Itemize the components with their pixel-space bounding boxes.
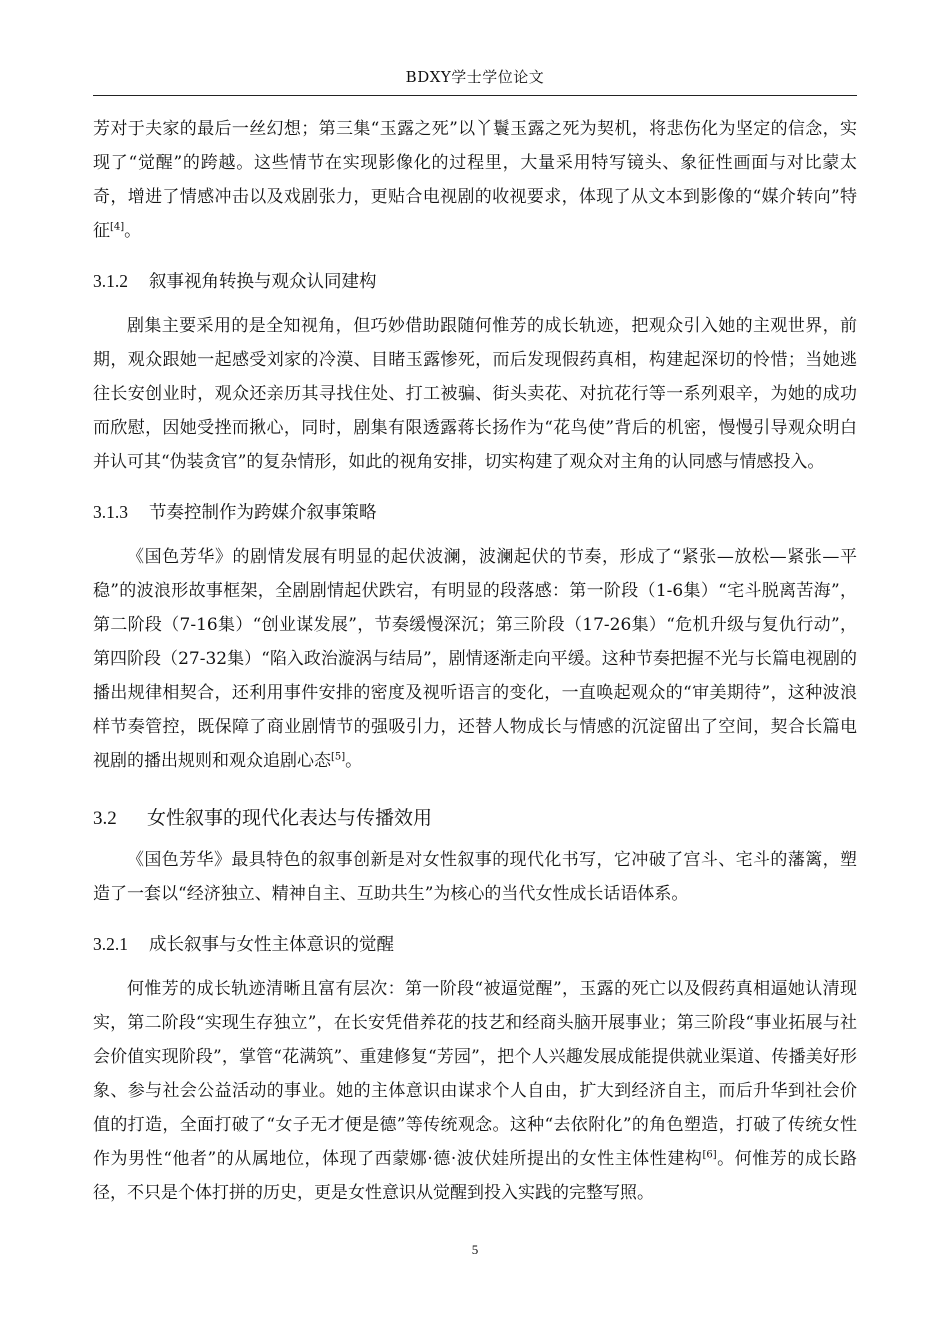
section-number: 3.1.2 bbox=[93, 271, 128, 291]
section-heading-3-1-2 bbox=[93, 264, 857, 299]
paragraph-text: 《国色芳华》的剧情发展有明显的起伏波澜，波澜起伏的节奏，形成了“紧张—放松—紧张—平稳”的波浪形故事框架，全剧剧情起伏跌宕，有明显的段落感：第一阶段（1-6集）“宅斗脱离苦海”，第二阶段（7-16集）“创业谋发展”，节奏缓慢深沉；第三阶段（17-26集）“危机升级与复仇行动”，第四阶段（27-32集）“陷入政治漩涡与结局”，剧情逐渐走向平缓。这种节奏把握不光与长篇电视剧的播出规律相契合，还利用事件安排的密度及视听语言的变化，一直唤起观众的“审美期待”，这种波浪样节奏管控，既保障了商业剧情节的强吸引力，还替人物成长与情感的沉淀留出了空间，契合长篇电视剧的播出规则和观众追剧心态 bbox=[93, 547, 857, 771]
section-number: 3.1.3 bbox=[93, 502, 128, 522]
section-title: 女性叙事的现代化表达与传播效用 bbox=[147, 807, 433, 829]
paragraph bbox=[93, 972, 857, 1210]
section-heading-3-1-3 bbox=[93, 495, 857, 530]
section-number: 3.2 bbox=[93, 808, 117, 829]
page-body bbox=[93, 112, 857, 1210]
section-title: 叙事视角转换与观众认同建构 bbox=[149, 272, 377, 292]
paragraph bbox=[93, 540, 857, 778]
section-heading-3-2 bbox=[93, 800, 857, 837]
citation-ref: [6] bbox=[702, 1149, 717, 1161]
section-title: 成长叙事与女性主体意识的觉醒 bbox=[149, 935, 394, 955]
citation-ref: [5] bbox=[331, 751, 346, 763]
paragraph-tail: 。 bbox=[124, 221, 142, 241]
paragraph bbox=[93, 843, 857, 911]
citation-ref: [4] bbox=[110, 221, 125, 233]
paragraph bbox=[93, 309, 857, 479]
paragraph-text: 剧集主要采用的是全知视角，但巧妙借助跟随何惟芳的成长轨迹，把观众引入她的主观世界，前期，观众跟她一起感受刘家的冷漠、目睹玉露惨死，而后发现假药真相，构建起深切的怜惜；当她逃往长安创业时，观众还亲历其寻找住处、打工被骗、街头卖花、对抗花行等一系列艰辛，为她的成功而欣慰，因她受挫而揪心，同时，剧集有限透露蒋长扬作为“花鸟使”背后的机密，慢慢引导观众明白并认可其“伪装贪官”的复杂情形，如此的视角安排，切实构建了观众对主角的认同感与情感投入。 bbox=[93, 316, 857, 472]
paragraph-text: 何惟芳的成长轨迹清晰且富有层次：第一阶段“被逼觉醒”，玉露的死亡以及假药真相逼她认清现实，第二阶段“实现生存独立”，在长安凭借养花的技艺和经商头脑开展事业；第三阶段“事业拓展与社会价值实现阶段”，掌管“花满筑”、重建修复“芳园”，把个人兴趣发展成能提供就业渠道、传播美好形象、参与社会公益活动的事业。她的主体意识由谋求个人自由，扩大到经济自主，而后升华到社会价值的打造，全面打破了“女子无才便是德”等传统观念。这种“去依附化”的角色塑造，打破了传统女性作为男性“他者”的从属地位，体现了西蒙娜·德·波伏娃所提出的女性主体性建构 bbox=[93, 979, 857, 1169]
header-divider bbox=[93, 95, 857, 96]
section-title: 节奏控制作为跨媒介叙事策略 bbox=[149, 503, 377, 523]
page-number: 5 bbox=[471, 1242, 479, 1257]
paragraph-text: 《国色芳华》最具特色的叙事创新是对女性叙事的现代化书写，它冲破了宫斗、宅斗的藩篱，塑造了一套以“经济独立、精神自主、互助共生”为核心的当代女性成长话语体系。 bbox=[93, 850, 857, 904]
paragraph-tail: 。何惟芳的成长路径，不只是个体打拼的历史，更是女性意识从觉醒到投入实践的完整写照。 bbox=[93, 1149, 857, 1203]
section-heading-3-2-1 bbox=[93, 927, 857, 962]
paragraph-text: 芳对于夫家的最后一丝幻想；第三集“玉露之死”以丫鬟玉露之死为契机，将悲伤化为坚定的信念，实现了“觉醒”的跨越。这些情节在实现影像化的过程里，大量采用特写镜头、象征性画面与对比蒙太奇，增进了情感冲击以及戏剧张力，更贴合电视剧的收视要求，体现了从文本到影像的“媒介转向”特征 bbox=[93, 119, 857, 241]
paragraph-tail: 。 bbox=[345, 751, 363, 771]
section-number: 3.2.1 bbox=[93, 934, 128, 954]
running-header: BDXY学士学位论文 bbox=[405, 68, 545, 86]
paragraph-continued bbox=[93, 112, 857, 248]
